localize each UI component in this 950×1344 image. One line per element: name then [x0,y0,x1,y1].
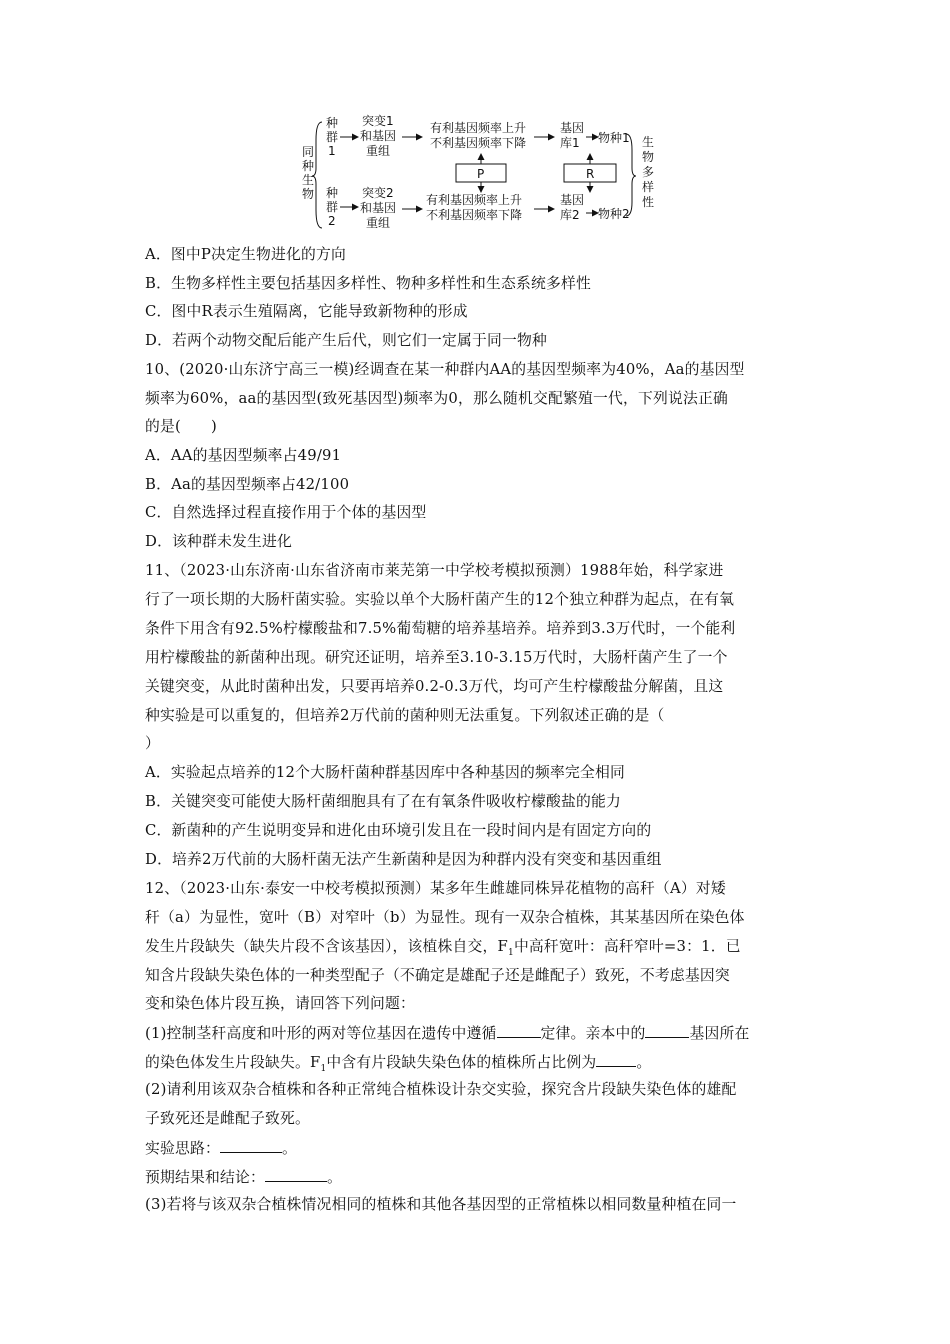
mut1-line-3: 重组 [366,144,391,158]
q11-option-a: A．实验起点培养的12个大肠杆菌种群基因库中各种基因的频率完全相同 [145,764,626,781]
q12-part2-line: (2)请利用该双杂合植株和各种正常纯合植株设计杂交实验，探究含片段缺失染色体的雄配 [145,1081,737,1098]
subscript: 1 [508,947,514,958]
pop1-label-1: 种 [326,116,339,130]
pop1-label-2: 群 [326,130,339,144]
answer-blank[interactable] [497,1023,541,1038]
mut1-line-2: 和基因 [360,129,397,143]
pop1-label-3: 1 [328,144,336,158]
q11-stem-line: 用柠檬酸盐的新菌种出现。研究还证明，培养至3.10-3.15万代时，大肠杆菌产生了一个 [145,649,728,666]
answer-blank[interactable] [265,1167,327,1182]
q11-stem-line: 11、（2023·山东济南·山东省济南市莱芜第一中学校考模拟预测）1988年始，科学家进 [145,562,724,579]
pool2-line-2: 库2 [560,208,580,222]
pool2-line-1: 基因 [560,193,585,207]
q12-stem-line: 秆（a）为显性，宽叶（B）对窄叶（b）为显性。现有一双杂合植株，其某基因所在染色体 [145,909,745,926]
q12-stem-line: 知含片段缺失染色体的一种类型配子（不确定是雄配子还是雌配子）致死，不考虑基因突 [145,967,730,984]
box-p-label: P [477,167,485,181]
q12-stem-line: 12、（2023·山东·泰安一中校考模拟预测）某多年生雌雄同株异花植物的高秆（A）对矮 [145,880,726,897]
pop2-label-3: 2 [328,214,336,228]
right-brace [626,134,636,216]
q12-part1-line: (1)控制茎秆高度和叶形的两对等位基因在遗传中遵循 定律。亲本中的 基因所在 [145,1025,750,1042]
q11-stem-line: 种实验是可以重复的，但培养2万代前的菌种则无法重复。下列叙述正确的是（ [145,707,665,724]
box-r-label: R [586,167,595,181]
diagram-label-biodiversity-4: 样 [642,180,655,194]
pool1-line-1: 基因 [560,121,585,135]
q12-part1-line: 的染色体发生片段缺失。$F_1$中含有片段缺失染色体的植株所占比例为 。 [145,1054,652,1074]
diagram-label-same-species-4: 物 [302,187,315,201]
q10-stem-line: 频率为60%，aa的基因型(致死基因型)频率为0，那么随机交配繁殖一代，下列说法正确 [145,390,728,407]
q11-stem-line: 行了一项长期的大肠杆菌实验。实验以单个大肠杆菌产生的12个独立种群为起点，在有氧 [145,591,735,608]
q11-stem-line: 条件下用含有92.5%柠檬酸盐和7.5%葡萄糖的培养基培养。培养到3.3万代时，一个能利 [145,620,736,637]
q11-option-c: C．新菌种的产生说明变异和进化由环境引发且在一段时间内是有固定方向的 [145,822,652,839]
q11-stem-line: 关键突变，从此时菌种出发，只要再培养0.2-0.3万代，均可产生柠檬酸盐分解菌，且这 [145,678,724,695]
q12-part3-line: (3)若将与该双杂合植株情况相同的植株和其他各基因型的正常植株以相同数量种植在同一 [145,1196,737,1213]
expected-result-line: 预期结果和结论： 。 [145,1169,342,1186]
diagram-label-biodiversity-1: 生 [642,135,655,149]
q10-option-b: B．Aa的基因型频率占42/100 [145,476,350,493]
answer-blank[interactable] [596,1052,636,1067]
freq1-line-1: 有利基因频率上升 [430,121,527,135]
q9-option-a: A．图中P决定生物进化的方向 [145,246,347,263]
diagram-label-biodiversity-2: 物 [642,150,655,164]
pop2-label-1: 种 [326,186,339,200]
species1-label: 物种1 [598,131,630,145]
q12-stem-line: 变和染色体片段互换，请回答下列问题： [145,995,415,1012]
freq2-line-2: 不利基因频率下降 [426,208,523,222]
mut2-line-1: 突变2 [362,186,394,200]
diagram-label-biodiversity-5: 性 [642,195,655,209]
q12-part2-line: 子致死还是雌配子致死。 [145,1110,310,1127]
diagram-label-same-species-2: 种 [302,159,315,173]
pop2-label-2: 群 [326,200,339,214]
mut1-line-1: 突变1 [362,114,394,128]
q12-stem-line: 发生片段缺失（缺失片段不含该基因），该植株自交，$F_1$中高秆宽叶：高秆窄叶=3：1．已 [145,938,741,958]
q10-option-d: D．该种群未发生进化 [145,533,293,550]
q11-option-d: D．培养2万代前的大肠杆菌无法产生新菌种是因为种群内没有突变和基因重组 [145,851,662,868]
q10-option-c: C．自然选择过程直接作用于个体的基因型 [145,504,427,521]
diagram-label-biodiversity-3: 多 [642,165,655,179]
q10-stem-line: 10、(2020·山东济宁高三一模)经调查在某一种群内AA的基因型频率为40%，Aa的基因型 [145,361,745,378]
diagram-label-same-species-1: 同 [302,145,315,159]
mut2-line-2: 和基因 [360,201,397,215]
q11-stem-line: ） [145,735,160,752]
evolution-diagram [298,110,668,235]
q11-option-b: B．关键突变可能使大肠杆菌细胞具有了在有氧条件吸收柠檬酸盐的能力 [145,793,621,810]
q9-option-d: D．若两个动物交配后能产生后代，则它们一定属于同一物种 [145,332,547,349]
answer-blank[interactable] [645,1023,689,1038]
subscript: 1 [320,1063,327,1074]
freq1-line-2: 不利基因频率下降 [430,136,527,150]
q9-option-c: C．图中R表示生殖隔离，它能导致新物种的形成 [145,303,468,320]
answer-blank[interactable] [220,1138,282,1153]
q9-option-b: B．生物多样性主要包括基因多样性、物种多样性和生态系统多样性 [145,275,591,292]
experiment-idea-line: 实验思路： 。 [145,1140,297,1157]
diagram-label-same-species-3: 生 [302,173,315,187]
freq2-line-1: 有利基因频率上升 [426,193,523,207]
q10-option-a: A．AA的基因型频率占49/91 [145,447,342,464]
q10-stem-line: 的是( ) [145,418,217,435]
mut2-line-3: 重组 [366,216,391,230]
pool1-line-2: 库1 [560,136,580,150]
species2-label: 物种2 [598,207,630,221]
